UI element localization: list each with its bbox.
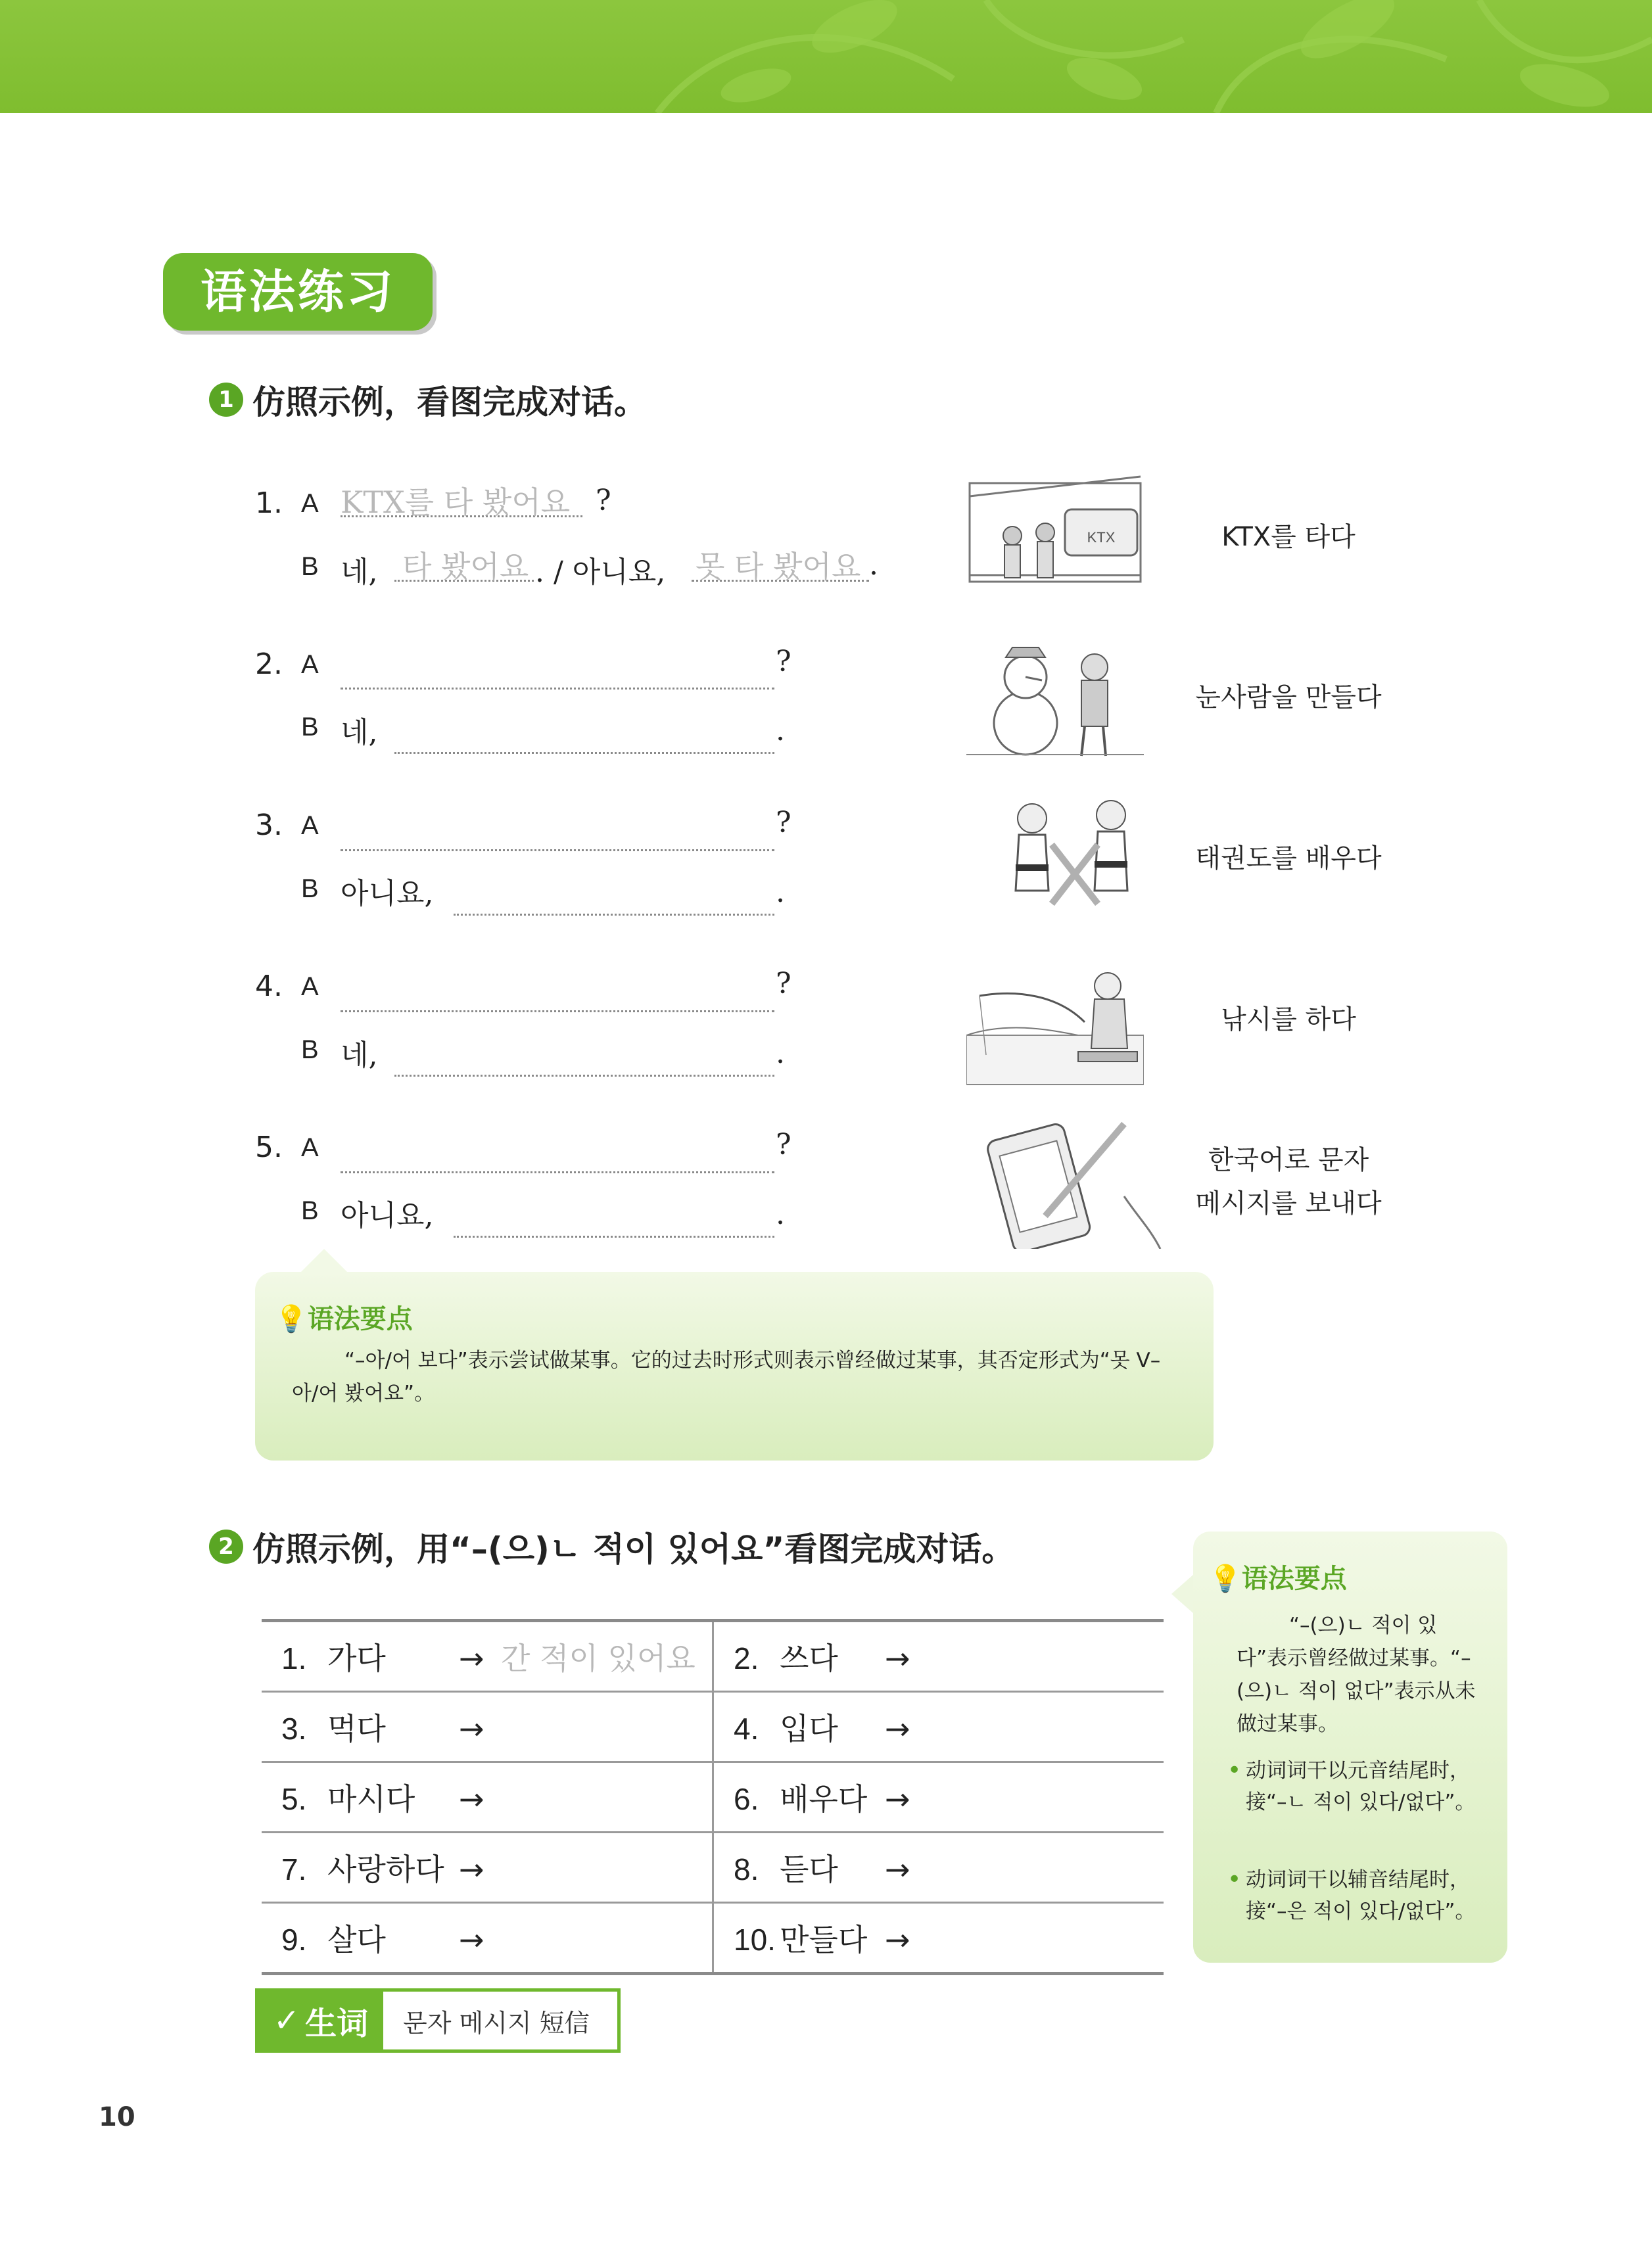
table-cell[interactable] [713,1762,1164,1833]
item1-number: 1. [255,486,283,520]
table-cell[interactable] [713,1621,1164,1692]
arrow-icon: → [459,1852,484,1887]
item1-b-blank1[interactable] [394,543,534,582]
item3-a-end: ? [776,806,791,839]
lightbulb-icon: 💡 [275,1304,308,1334]
item3-b-blank[interactable] [454,877,774,916]
arrow-icon: → [885,1852,910,1887]
item3-caption: 태권도를 배우다 [1195,843,1382,874]
cell-word: 듣다 [780,1852,838,1887]
item1-caption: KTX를 타다 [1221,522,1356,552]
snowman-icon [966,631,1144,762]
item4-number: 4. [255,970,283,1003]
item1-b-answer2: 못 타 봤어요 [696,549,861,584]
table-cell[interactable] [713,1833,1164,1903]
cell-word: 쓰다 [780,1641,838,1676]
cell-number: 1. [281,1641,307,1675]
item4-a-blank[interactable] [341,973,774,1012]
item3-a-blank[interactable] [341,812,774,851]
exercise1-title [209,376,647,423]
item5-b-end: . [776,1198,785,1231]
grammar-note-1 [255,1272,1214,1461]
exercise2-table [262,1619,1164,1975]
arrow-icon: → [885,1711,910,1746]
item1-a-answer: KTX를 타 봤어요 [341,484,571,520]
item2-number: 2. [255,647,283,681]
item5-number: 5. [255,1131,283,1164]
table-cell[interactable] [262,1692,713,1762]
item3-number: 3. [255,808,283,842]
item2-a-end: ? [776,645,791,678]
arrow-icon: → [459,1711,484,1746]
cell-number: 2. [734,1641,759,1675]
cell-number: 6. [734,1782,759,1816]
table-row [262,1833,1164,1903]
item2-b-blank[interactable] [394,715,774,754]
item5-caption [1187,1138,1390,1225]
cell-number: 4. [734,1712,759,1746]
item2-caption: 눈사람을 만들다 [1195,682,1382,713]
item5-a-end: ? [776,1128,791,1161]
cell-word: 먹다 [327,1711,386,1746]
item1-a-label: A [301,489,319,518]
item5-a-label: A [301,1133,319,1162]
grammar-note-2 [1193,1532,1507,1963]
svg-text:KTX: KTX [1087,529,1116,546]
note1-title: 💡语法要点 [275,1304,413,1334]
item3-b-label: B [301,874,319,903]
item3-b-prefix: 아니요, [341,877,434,910]
item1-a-blank[interactable] [341,479,582,520]
item5-b-prefix: 아니요, [341,1199,434,1232]
item2-b-end: . [776,714,785,747]
table-cell[interactable] [262,1833,713,1903]
note1-tail [299,1249,349,1274]
cell-word: 배우다 [780,1781,868,1817]
item4-b-end: . [776,1037,785,1070]
item4-b-prefix: 네, [341,1039,378,1072]
arrow-icon: → [459,1781,484,1817]
checkmark-icon: ✓ [273,2002,300,2039]
cell-word: 살다 [327,1922,386,1957]
header-band [0,0,1652,113]
table-row [262,1621,1164,1692]
arrow-icon: → [885,1922,910,1957]
note2-bullet-2: • 动词词干以辅音结尾时，接“–은 적이 있다/없다”。 [1227,1864,1502,1927]
cell-number: 10. [734,1923,776,1957]
fishing-icon [966,956,1144,1088]
leaf-pattern-icon [0,0,1652,113]
exercise1-instruction: 仿照示例，看图完成对话。 [252,383,647,421]
item5-b-blank[interactable] [454,1199,774,1238]
item2-b-label: B [301,713,319,741]
vocab-tag: ✓ 生词 [258,1992,383,2049]
item4-b-blank[interactable] [394,1038,774,1077]
exercise2-instruction: 仿照示例，用“–(으)ㄴ 적이 있어요”看图完成对话。 [252,1530,1015,1568]
note1-body: “–아/어 보다”表示尝试做某事。它的过去时形式则表示曾经做过某事，其否定形式为“못 V–아/어 봤어요”。 [292,1349,1161,1405]
item1-b-answer1: 타 봤어요 [402,549,529,584]
cell-number: 8. [734,1852,759,1886]
note2-tail [1171,1574,1194,1614]
item1-a-end: ? [596,484,611,517]
item3-a-label: A [301,811,319,840]
table-cell[interactable] [713,1903,1164,1974]
arrow-icon: → [885,1641,910,1676]
note2-bullet-1: • 动词词干以元音结尾时，接“–ㄴ 적이 있다/없다”。 [1227,1755,1502,1818]
phone-message-icon [986,1117,1164,1249]
table-cell[interactable] [262,1762,713,1833]
item5-caption-line1: 한국어로 문자 [1208,1145,1369,1175]
lightbulb-icon: 💡 [1209,1564,1242,1594]
cell-word: 가다 [327,1641,386,1676]
table-row [262,1762,1164,1833]
item4-caption: 낚시를 하다 [1221,1004,1356,1035]
note2-title: 💡语法要点 [1209,1564,1347,1594]
arrow-icon: → [459,1922,484,1957]
item5-a-blank[interactable] [341,1135,774,1173]
item5-caption-line2: 메시지를 보내다 [1195,1188,1382,1219]
cell-number: 7. [281,1852,307,1886]
vocab-text: 문자 메시지 短信 [403,2008,590,2038]
item1-b-label: B [301,552,319,581]
cell-number: 9. [281,1923,307,1957]
vocab-box [255,1988,621,2053]
cell-number: 5. [281,1782,307,1816]
item1-b-mid: . / 아니요, [535,555,666,589]
note2-intro: “–(으)ㄴ 적이 있다”表示曾经做过某事。“–(으)ㄴ 적이 없다”表示从未做过某事。 [1237,1614,1476,1736]
item4-a-label: A [301,972,319,1001]
section-title: 语法练习 [163,253,433,331]
table-row [262,1903,1164,1974]
item3-b-end: . [776,876,785,909]
item4-a-end: ? [776,967,791,1000]
cell-word: 만들다 [780,1922,868,1957]
item1-b-end: . [869,548,878,582]
item5-b-label: B [301,1196,319,1225]
table-row [262,1692,1164,1762]
cell-word: 입다 [780,1711,838,1746]
item1-b-blank2[interactable] [692,543,869,582]
taekwondo-icon [986,792,1164,924]
item2-a-blank[interactable] [341,651,774,690]
exercise2-title [209,1523,1014,1570]
table-cell[interactable] [713,1692,1164,1762]
cell-number: 3. [281,1712,307,1746]
cell-answer[interactable]: 간 적이 있어요 [501,1641,696,1676]
cell-word: 마시다 [327,1781,415,1817]
arrow-icon: → [459,1641,484,1676]
exercise1-number: 1 [209,383,243,417]
page-number: 10 [99,2102,135,2132]
item4-b-label: B [301,1035,319,1064]
table-cell[interactable] [262,1903,713,1974]
table-cell [262,1621,713,1692]
item2-b-prefix: 네, [341,716,378,749]
item1-b-prefix: 네, [341,555,378,589]
cell-word: 사랑하다 [327,1852,444,1887]
arrow-icon: → [885,1781,910,1817]
exercise2-number: 2 [209,1530,243,1564]
item2-a-label: A [301,650,319,679]
train-icon [966,470,1144,601]
